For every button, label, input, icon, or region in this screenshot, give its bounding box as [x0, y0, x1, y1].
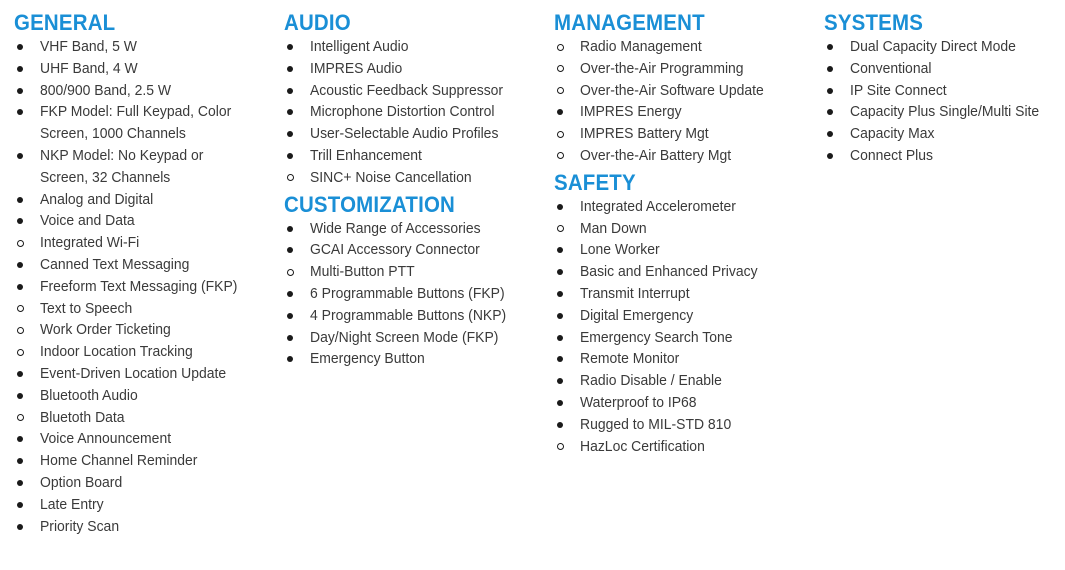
standard-bullet-icon [17, 436, 23, 442]
feature-label: Option Board [40, 473, 123, 491]
column-general [14, 10, 272, 537]
feature-item [824, 80, 1056, 102]
column-management-safety [554, 10, 812, 457]
feature-item [284, 80, 542, 102]
feature-item [14, 80, 272, 102]
feature-list-general [14, 36, 272, 537]
feature-label: Home Channel Reminder [40, 452, 198, 470]
feature-label: Work Order Ticketing [40, 321, 171, 339]
feature-item [284, 348, 542, 370]
feature-label: VHF Band, 5 W [40, 38, 137, 55]
standard-bullet-icon [557, 247, 563, 253]
feature-label: Bluetoth Data [40, 408, 125, 426]
feature-label: Connect Plus [850, 146, 933, 164]
feature-label: Event-Driven Location Update [40, 364, 227, 382]
standard-bullet-icon [287, 88, 293, 94]
feature-label: FKP Model: Full Keypad, Color Screen, 1000 Channels [40, 103, 232, 143]
feature-label: Radio Disable / Enable [580, 372, 722, 390]
feature-label: Bluetooth Audio [40, 386, 138, 404]
feature-item [14, 407, 272, 429]
feature-label: IMPRES Energy [580, 103, 682, 121]
feature-item [284, 305, 542, 327]
feature-item [554, 36, 812, 58]
optional-bullet-icon [17, 414, 24, 421]
section-title-safety: SAFETY [554, 169, 636, 195]
standard-bullet-icon [827, 66, 833, 72]
standard-bullet-icon [17, 109, 23, 115]
feature-label: 6 Programmable Buttons (FKP) [310, 284, 505, 302]
feature-label: Man Down [580, 219, 647, 237]
feature-item [284, 327, 542, 349]
standard-bullet-icon [17, 88, 23, 94]
feature-item [554, 305, 812, 327]
feature-item [824, 123, 1056, 145]
feature-label: Waterproof to IP68 [580, 393, 697, 411]
feature-item [284, 123, 542, 145]
section-management [554, 10, 812, 167]
feature-label: Lone Worker [580, 241, 660, 259]
standard-bullet-icon [557, 400, 563, 406]
feature-list-audio [284, 36, 542, 189]
feature-label: Conventional [850, 59, 932, 77]
section-customization [284, 192, 542, 371]
feature-label: Late Entry [40, 495, 104, 513]
feature-item [14, 516, 272, 538]
standard-bullet-icon [17, 524, 23, 530]
feature-label: Emergency Search Tone [580, 328, 733, 346]
optional-bullet-icon [557, 443, 564, 450]
standard-bullet-icon [287, 66, 293, 72]
feature-item [14, 428, 272, 450]
standard-bullet-icon [287, 109, 293, 115]
standard-bullet-icon [17, 284, 23, 290]
feature-item [824, 58, 1056, 80]
feature-item [14, 232, 272, 254]
section-safety [554, 170, 812, 458]
standard-bullet-icon [287, 335, 293, 341]
feature-label: Digital Emergency [580, 306, 694, 324]
feature-label: Wide Range of Accessories [310, 219, 481, 237]
standard-bullet-icon [17, 153, 23, 159]
feature-label: IMPRES Battery Mgt [580, 125, 709, 143]
feature-label: Voice and Data [40, 212, 135, 230]
feature-item [14, 450, 272, 472]
optional-bullet-icon [287, 174, 294, 181]
standard-bullet-icon [17, 66, 23, 72]
column-audio-customization [284, 10, 542, 370]
feature-item [14, 210, 272, 232]
feature-item [14, 36, 272, 58]
standard-bullet-icon [287, 131, 293, 137]
optional-bullet-icon [17, 240, 24, 247]
standard-bullet-icon [17, 371, 23, 377]
standard-bullet-icon [17, 502, 23, 508]
feature-item [14, 298, 272, 320]
standard-bullet-icon [287, 153, 293, 159]
standard-bullet-icon [557, 378, 563, 384]
feature-item [284, 167, 542, 189]
standard-bullet-icon [827, 44, 833, 50]
feature-label: 4 Programmable Buttons (NKP) [310, 306, 507, 324]
standard-bullet-icon [17, 480, 23, 486]
feature-item [554, 436, 812, 458]
feature-item [554, 218, 812, 240]
feature-item [14, 101, 272, 145]
feature-label: Over-the-Air Battery Mgt [580, 146, 732, 164]
standard-bullet-icon [17, 458, 23, 464]
feature-item [14, 385, 272, 407]
optional-bullet-icon [557, 87, 564, 94]
optional-bullet-icon [557, 65, 564, 72]
feature-label: Integrated Wi-Fi [40, 234, 140, 252]
feature-item [824, 101, 1056, 123]
feature-item [14, 145, 272, 189]
feature-item [554, 414, 812, 436]
feature-label: Remote Monitor [580, 350, 680, 368]
feature-label: Intelligent Audio [310, 38, 409, 55]
optional-bullet-icon [557, 152, 564, 159]
feature-label: Capacity Plus Single/Multi Site [850, 103, 1040, 121]
feature-label: Text to Speech [40, 299, 133, 317]
feature-item [554, 348, 812, 370]
feature-label: GCAI Accessory Connector [310, 241, 480, 259]
feature-item [554, 196, 812, 218]
feature-label: User-Selectable Audio Profiles [310, 125, 499, 143]
feature-label: Microphone Distortion Control [310, 103, 495, 121]
standard-bullet-icon [17, 218, 23, 224]
feature-item [14, 319, 272, 341]
feature-item [554, 58, 812, 80]
feature-label: Basic and Enhanced Privacy [580, 263, 758, 281]
feature-item [14, 58, 272, 80]
feature-label: Capacity Max [850, 125, 935, 143]
optional-bullet-icon [17, 305, 24, 312]
column-systems [824, 10, 1056, 167]
feature-item [14, 363, 272, 385]
feature-label: Canned Text Messaging [40, 255, 190, 273]
standard-bullet-icon [557, 335, 563, 341]
standard-bullet-icon [557, 291, 563, 297]
feature-item [824, 145, 1056, 167]
feature-item [284, 218, 542, 240]
feature-label: Transmit Interrupt [580, 284, 690, 302]
feature-label: Voice Announcement [40, 430, 172, 448]
feature-item [554, 101, 812, 123]
standard-bullet-icon [557, 356, 563, 362]
feature-label: SINC+ Noise Cancellation [310, 168, 472, 186]
feature-item [284, 283, 542, 305]
standard-bullet-icon [557, 269, 563, 275]
feature-label: IP Site Connect [850, 81, 947, 99]
feature-item [554, 283, 812, 305]
standard-bullet-icon [827, 109, 833, 115]
standard-bullet-icon [827, 153, 833, 159]
section-general [14, 10, 272, 537]
feature-label: Priority Scan [40, 517, 120, 535]
standard-bullet-icon [557, 109, 563, 115]
feature-label: HazLoc Certification [580, 437, 705, 455]
section-title-customization: CUSTOMIZATION [284, 191, 456, 217]
feature-label: Multi-Button PTT [310, 263, 415, 281]
section-title-management: MANAGEMENT [554, 10, 705, 35]
feature-label: Emergency Button [310, 350, 425, 368]
feature-label: Acoustic Feedback Suppressor [310, 81, 504, 99]
feature-item [284, 36, 542, 58]
feature-label: Rugged to MIL-STD 810 [580, 415, 732, 433]
feature-label: Over-the-Air Software Update [580, 81, 764, 99]
feature-label: IMPRES Audio [310, 59, 403, 77]
optional-bullet-icon [557, 131, 564, 138]
feature-item [554, 392, 812, 414]
feature-list-management [554, 36, 812, 167]
optional-bullet-icon [17, 349, 24, 356]
feature-label: Indoor Location Tracking [40, 343, 193, 361]
feature-item [554, 261, 812, 283]
feature-label: Dual Capacity Direct Mode [850, 38, 1016, 55]
feature-item [554, 370, 812, 392]
feature-label: Day/Night Screen Mode (FKP) [310, 328, 499, 346]
feature-item [554, 80, 812, 102]
standard-bullet-icon [17, 393, 23, 399]
standard-bullet-icon [827, 131, 833, 137]
standard-bullet-icon [287, 313, 293, 319]
feature-item [554, 123, 812, 145]
feature-label: UHF Band, 4 W [40, 59, 138, 77]
standard-bullet-icon [557, 422, 563, 428]
standard-bullet-icon [557, 204, 563, 210]
feature-label: Trill Enhancement [310, 146, 422, 164]
feature-item [554, 145, 812, 167]
section-title-systems: SYSTEMS [824, 10, 924, 35]
feature-item [284, 58, 542, 80]
section-title-audio: AUDIO [284, 10, 351, 35]
feature-list-customization [284, 218, 542, 371]
standard-bullet-icon [557, 313, 563, 319]
feature-item [14, 494, 272, 516]
standard-bullet-icon [287, 226, 293, 232]
feature-label: Radio Management [580, 38, 702, 55]
standard-bullet-icon [17, 44, 23, 50]
feature-item [824, 36, 1056, 58]
optional-bullet-icon [17, 327, 24, 334]
feature-item [14, 276, 272, 298]
feature-label: Over-the-Air Programming [580, 59, 744, 77]
feature-item [284, 101, 542, 123]
feature-label: Analog and Digital [40, 190, 154, 208]
standard-bullet-icon [17, 262, 23, 268]
feature-label: NKP Model: No Keypad or Screen, 32 Channels [40, 146, 204, 186]
optional-bullet-icon [287, 269, 294, 276]
standard-bullet-icon [287, 247, 293, 253]
optional-bullet-icon [557, 44, 564, 51]
optional-bullet-icon [557, 225, 564, 232]
feature-item [554, 239, 812, 261]
feature-item [14, 472, 272, 494]
standard-bullet-icon [287, 356, 293, 362]
feature-item [14, 341, 272, 363]
standard-bullet-icon [827, 88, 833, 94]
feature-item [14, 254, 272, 276]
section-title-general: GENERAL [14, 10, 116, 35]
feature-label: 800/900 Band, 2.5 W [40, 81, 172, 99]
feature-item [284, 145, 542, 167]
feature-label: Freeform Text Messaging (FKP) [40, 277, 238, 295]
standard-bullet-icon [287, 291, 293, 297]
section-audio [284, 10, 542, 189]
feature-label: Integrated Accelerometer [580, 197, 736, 215]
feature-item [14, 189, 272, 211]
standard-bullet-icon [287, 44, 293, 50]
feature-item [284, 261, 542, 283]
standard-bullet-icon [17, 197, 23, 203]
feature-item [554, 327, 812, 349]
section-systems [824, 10, 1056, 167]
feature-list-safety [554, 196, 812, 458]
feature-list-systems [824, 36, 1056, 167]
feature-item [284, 239, 542, 261]
